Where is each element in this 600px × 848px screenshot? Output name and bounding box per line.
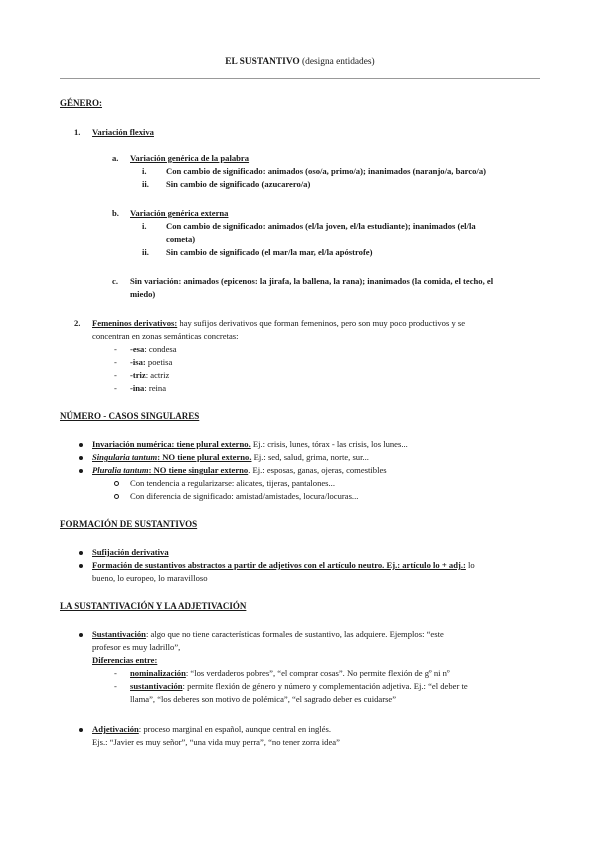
list-mark-a-i: i. [142,166,147,176]
invariacion-text: Ej.: crisis, lunes, tórax - las crisis, los lunes... [250,439,408,449]
nominalizacion-item [130,667,450,680]
variacion-generica-externa: Variación genérica externa [130,208,229,218]
bullet-icon [79,564,83,568]
sustantivacion-diff-label: sustantivación [130,681,183,691]
page-title [0,56,600,69]
invariacion-label: Invariación numérica: tiene plural externo. [92,439,251,449]
title-divider [60,78,540,79]
pluralia-text: . Ej.: esposas, ganas, ojeras, comestibles [248,465,387,475]
sustantivacion-diff-text1: : permite flexión de género y número y complementación adjetiva. Ej.: “el deber te [182,681,468,691]
pluralia-desc: : NO tiene singular externo [148,465,249,475]
c-text-line2: miedo) [130,289,156,299]
suffix-triz: -triz [130,370,146,380]
list-mark-a: a. [112,153,119,163]
pluralia-sub-2: Con diferencia de significado: amistad/amistades, locura/locuras... [130,491,359,501]
pluralia-sub-1: Con tendencia a regularizarse: alicates, tijeras, pantalones... [130,478,335,488]
bullet-icon [79,469,83,473]
sustantivacion-text1: : algo que no tiene características formales de sustantivo, las adquiere. Ejemplos: “este [145,629,444,639]
list-number-2: 2. [74,318,81,328]
singularia-text: Ej.: sed, salud, grima, norte, sur... [251,452,369,462]
b-ii-text: Sin cambio de significado (el mar/la mar, el/la apóstrofe) [166,247,373,257]
list-mark-b-i: i. [142,221,147,231]
b-i-text-line2: cometa) [166,234,196,244]
adjetivacion-text1: : proceso marginal en español, aunque central en inglés. [138,724,331,734]
suffix-esa: -esa [130,344,145,354]
adjetivacion-text2: Ejs.: “Javier es muy señor”, “una vida muy perra”, “no tener zorra idea” [92,737,340,747]
a-ii-text: Sin cambio de significado (azucarero/a) [166,179,311,189]
title-sub: (designa entidades) [302,57,375,67]
list-mark-b-ii: ii. [142,247,149,257]
sufijacion-derivativa: Sufijación derivativa [92,547,169,557]
b-i-text-line1: Con cambio de significado: animados (el/la joven, el/la estudiante); inanimados (el/la [166,221,476,231]
dash-3: - [114,370,117,380]
femeninos-derivativos-label: Femeninos derivativos: [92,318,178,328]
circle-bullet-icon [114,494,119,499]
formacion-abstractos-text: lo [465,560,475,570]
singularia-desc: : NO tiene plural externo. [157,452,252,462]
dash-4: - [114,383,117,393]
circle-bullet-icon [114,481,119,486]
section-heading-formacion: FORMACIÓN DE SUSTANTIVOS [60,519,198,529]
nominalizacion-label: nominalización [130,668,186,678]
sustantivacion-item [92,628,444,641]
sustantivacion-text2: profesor es muy ladrillo”, [92,642,181,652]
bullet-icon [79,633,83,637]
formacion-abstractos-label: Formación de sustantivos abstractos a partir de adjetivos con el artículo neutro. Ej.: artículo lo + adj.: [92,560,466,570]
suffix-ina-example: : reina [144,383,167,393]
list-mark-b: b. [112,208,119,218]
a-i-text: Con cambio de significado: animados (oso/a, primo/a); inanimados (naranjo/a, barco/a) [166,166,486,176]
pluralia-label: Pluralia tantum [92,465,149,475]
dash-1: - [114,344,117,354]
c-text-line1: Sin variación: animados (epicenos: la jirafa, la ballena, la rana); inanimados (la comida, el techo, el [130,276,494,286]
section-heading-genero: GÉNERO: [60,98,103,108]
suffix-triz-example: : actriz [145,370,170,380]
title-main: EL SUSTANTIVO [225,57,300,67]
variacion-generica-palabra: Variación genérica de la palabra [130,153,250,163]
section-heading-sustantivacion: LA SUSTANTIVACIÓN Y LA ADJETIVACIÓN [60,601,247,611]
femeninos-derivativos-text2: concentran en zonas semánticas concretas: [92,331,239,341]
list-number-1: 1. [74,127,81,137]
femeninos-derivativos-line1 [92,317,465,330]
section-heading-numero: NÚMERO - CASOS SINGULARES [60,411,200,421]
formacion-abstractos-line2: bueno, lo europeo, lo maravilloso [92,573,208,583]
dash-nominalizacion: - [114,668,117,678]
bullet-icon [79,443,83,447]
suffix-item-triz [130,369,169,382]
list-mark-a-ii: ii. [142,179,149,189]
adjetivacion-label: Adjetivación [92,724,139,734]
suffix-esa-example: : condesa [144,344,177,354]
suffix-item-ina [130,382,166,395]
singularia-label: Singularia tantum [92,452,158,462]
bullet-icon [79,728,83,732]
suffix-isa: -isa: [130,357,146,367]
nominalizacion-text: : “los verdaderos pobres”, “el comprar cosas”. No permite flexión de gº ni nº [185,668,450,678]
suffix-isa-example: poetisa [145,357,173,367]
suffix-item-isa [130,356,172,369]
dash-sustantivacion: - [114,681,117,691]
sustantivacion-label: Sustantivación [92,629,146,639]
list-mark-c: c. [112,276,118,286]
adjetivacion-item [92,723,331,736]
diferencias-entre: Diferencias entre: [92,655,158,665]
dash-2: - [114,357,117,367]
sustantivacion-diff-text2: llama”, “los deberes son motivo de polémica”, “el sagrado deber es cuidarse” [130,694,397,704]
suffix-ina: -ina [130,383,145,393]
bullet-icon [79,551,83,555]
sustantivacion-diff-item [130,680,468,693]
suffix-item-esa [130,343,177,356]
formacion-item-2 [92,559,475,572]
femeninos-derivativos-text1: hay sufijos derivativos que forman femeninos, pero son muy poco productivos y se [177,318,466,328]
numero-item-3 [92,464,387,477]
numero-item-2 [92,451,369,464]
bullet-icon [79,456,83,460]
variacion-flexiva: Variación flexiva [92,127,154,137]
numero-item-1 [92,438,408,451]
